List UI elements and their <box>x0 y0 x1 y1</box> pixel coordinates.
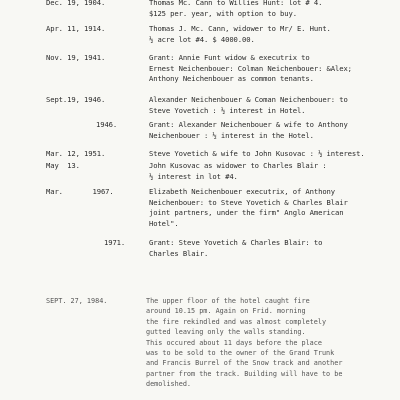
deed-entry-line: Grant: Alexander Neichenbouer & wife to Anthony <box>149 120 348 129</box>
deed-entry-date: 1946. <box>96 120 118 129</box>
deed-entry-date: Mar. 12, 1951. <box>46 149 106 158</box>
fire-note-line: partner from the track. Building will have to be <box>146 369 343 378</box>
deed-entry-line: Ernest Neichenbouer: Colman Neichenbouer: &Alex; <box>149 63 352 73</box>
fire-note-line: the fire rekindled and was almost completely <box>146 317 327 326</box>
deed-entry-date: May 13. <box>46 161 80 170</box>
deed-entry-line: Thomas Mc. Cann to Willies Hunt: lot # 4. <box>149 0 323 7</box>
deed-entry-text <box>149 120 394 141</box>
deed-entry-text <box>149 53 394 85</box>
fire-note-line: gutted leaving only the walls standing. <box>146 328 306 337</box>
deed-entry-line: Hotel". <box>149 218 179 228</box>
fire-note-line: demolished. <box>146 380 192 389</box>
fire-note-line: The upper floor of the hotel caught fire <box>146 297 310 305</box>
deed-entry-line: Charles Blair. <box>149 248 209 258</box>
deed-entry-line: Steve Yovetich : ½ interest in Hotel. <box>149 105 306 115</box>
deed-entry-line: Thomas J. Mc. Cann, widower to Mr/ E. Hunt. <box>149 24 331 33</box>
deed-entry-text <box>149 0 394 19</box>
deed-entry-date: Mar. 1967. <box>46 187 114 196</box>
deed-entry-text <box>149 238 394 259</box>
fire-note-line: This occured about 11 days before the place <box>146 338 322 347</box>
deed-entry-line: Alexander Neichenbouer & Coman Neichenbouer: to <box>149 95 348 104</box>
deed-entry-text <box>149 187 394 229</box>
fire-note-text <box>146 296 396 390</box>
fire-note-date: SEPT. 27, 1984. <box>46 297 108 305</box>
fire-note-line: around 10.15 pm. Again on Frid. morning <box>146 307 306 316</box>
deed-entry-date: Dec. 19, 1904. <box>46 0 106 7</box>
deed-entry-line: Grant: Steve Yovetich & Charles Blair: to <box>149 238 323 247</box>
deed-entry-line: Elizabeth Neichenbouer executrix, of Anthony <box>149 187 335 196</box>
deed-entry-line: ½ acre lot #4. $ 4000.00. <box>149 34 255 44</box>
deed-entry-line: Anthony Neichenbouer as common tenants. <box>149 74 314 84</box>
deed-entry-text <box>149 149 394 160</box>
fire-note-line: and Francis Burrel of the Snow track and another <box>146 359 343 368</box>
deed-entry-line: Steve Yovetich & wife to John Kusovac : ½ interest. <box>149 149 365 158</box>
deed-entry-line: ½ interest in lot #4. <box>149 171 238 181</box>
deed-entry-date: Sept.19, 1946. <box>46 95 106 104</box>
deed-entry-line: Grant: Annie Funt widow & executrix to <box>149 53 310 62</box>
deed-entry-text <box>149 24 394 45</box>
deed-entry-line: $125 per. year, with option to buy. <box>149 8 297 18</box>
deed-entry-line: John Kusovac as widower to Charles Blair : <box>149 161 327 170</box>
deed-entry-line: Neichenbouer: to Steve Yovetich & Charles Blair <box>149 197 348 207</box>
deed-entry-date: Apr. 11, 1914. <box>46 24 106 33</box>
fire-note-line: was to be sold to the owner of the Grand Trunk <box>146 349 335 358</box>
deed-entry-line: joint partners, under the firm" Anglo American <box>149 208 344 218</box>
deed-entry-date: 1971. <box>104 238 126 247</box>
deed-entry-text <box>149 95 394 116</box>
deed-entry-date: Nov. 19, 1941. <box>46 53 106 62</box>
deed-entry-line: Neichenbouer : ½ interest in the Hotel. <box>149 130 314 140</box>
deed-entry-text <box>149 161 394 182</box>
